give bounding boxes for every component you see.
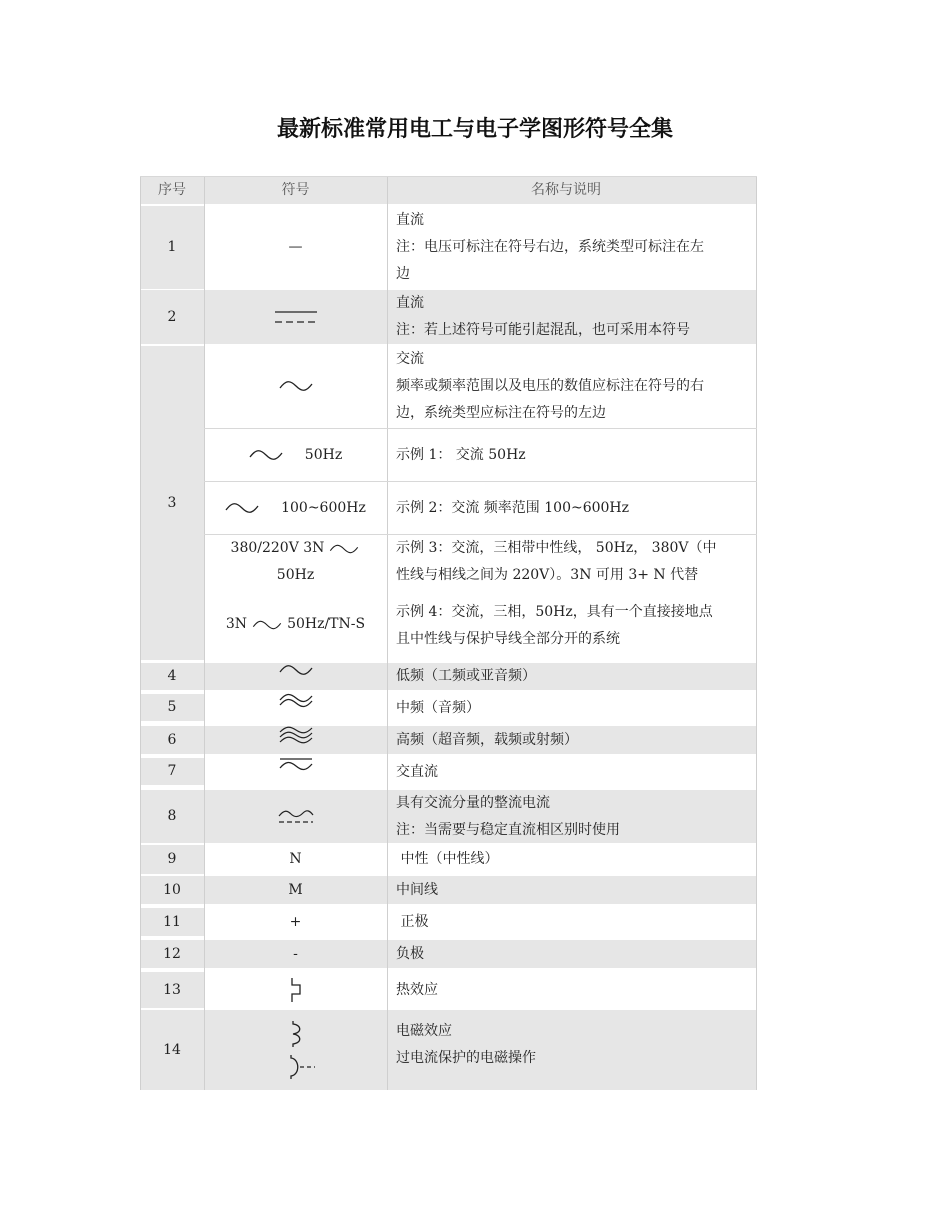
column-divider xyxy=(387,176,388,1090)
row-divider xyxy=(204,481,757,482)
high-freq-symbol xyxy=(204,726,387,754)
desc-line: 且中性线与保护导线全部分开的系统 xyxy=(396,631,620,647)
desc-line: 注：当需要与稳定直流相区别时使用 xyxy=(396,821,620,838)
row-number: 10 xyxy=(140,876,204,904)
row-divider xyxy=(204,534,757,535)
desc-line: 热效应 xyxy=(396,981,438,998)
table-border-left xyxy=(140,176,141,1090)
symbol-table xyxy=(140,176,757,1090)
positive-symbol: + xyxy=(289,913,302,930)
high-frequency-wave-icon xyxy=(279,726,313,744)
ac-wave-icon xyxy=(225,501,259,515)
table-border-right xyxy=(756,176,757,1090)
desc-line: 正极 xyxy=(396,913,429,930)
row-description xyxy=(387,876,757,904)
header-col-description: 名称与说明 xyxy=(387,176,757,204)
desc-line: 频率或频率范围以及电压的数值应标注在符号的右 xyxy=(396,377,704,394)
row-description xyxy=(387,940,757,968)
neutral-symbol: N xyxy=(289,850,302,867)
row-description xyxy=(387,204,757,290)
symbol-label: 380/220V 3N xyxy=(230,540,325,556)
desc-line: 低频（工频或亚音频） xyxy=(396,668,536,684)
mid-freq-symbol xyxy=(204,692,387,724)
low-frequency-wave-icon xyxy=(279,663,313,677)
row-description xyxy=(387,482,757,534)
ac-50hz-symbol xyxy=(204,429,387,481)
desc-line: 具有交流分量的整流电流 xyxy=(396,794,550,811)
symbol-label: 3N xyxy=(225,616,248,632)
desc-line: 电磁效应 xyxy=(396,1023,452,1039)
rectified-current-symbol xyxy=(204,790,387,843)
row-description xyxy=(387,726,757,754)
desc-line: 注：若上述符号可能引起混乱，也可采用本符号 xyxy=(396,322,690,338)
desc-line: 示例 4：交流，三相，50Hz，具有一个直接接地点 xyxy=(396,604,713,620)
row-description xyxy=(387,843,757,875)
electromagnetic-effect-icon xyxy=(288,1020,304,1048)
negative-symbol: - xyxy=(204,940,387,968)
electromagnetic-effect-symbol xyxy=(204,1010,387,1090)
row-description xyxy=(387,906,757,938)
row-number: 11 xyxy=(140,908,204,936)
row-description xyxy=(387,290,757,344)
dc-symbol: — xyxy=(288,239,303,255)
row-description xyxy=(387,1010,757,1090)
ac-dc-icon xyxy=(279,756,313,772)
desc-line: 高频（超音频，载频或射频） xyxy=(396,731,578,748)
row-description xyxy=(387,692,757,724)
row-number: 12 xyxy=(140,940,204,968)
row-description xyxy=(387,790,757,843)
header-col-number: 序号 xyxy=(140,176,204,204)
mid-frequency-wave-icon xyxy=(279,692,313,708)
row-number: 14 xyxy=(140,1010,204,1090)
thermal-effect-icon xyxy=(288,977,304,1003)
desc-line: 边，系统类型应标注在符号的左边 xyxy=(396,404,606,421)
desc-line: 中频（音频） xyxy=(396,699,480,716)
thermal-effect-symbol xyxy=(204,970,387,1010)
middle-wire-symbol: M xyxy=(204,876,387,904)
desc-line: 注：电压可标注在符号右边，系统类型可标注在左 xyxy=(396,238,704,255)
row-number: 9 xyxy=(140,845,204,874)
overcurrent-electromagnetic-icon xyxy=(288,1054,316,1080)
row-description xyxy=(387,970,757,1010)
row-number: 4 xyxy=(140,663,204,690)
desc-line: 边 xyxy=(396,265,410,282)
desc-line: 交流 xyxy=(396,350,424,367)
desc-line: 直流 xyxy=(396,211,424,228)
row-description xyxy=(387,429,757,481)
page-title: 最新标准常用电工与电子学图形符号全集 xyxy=(276,117,673,142)
row-number: 8 xyxy=(140,790,204,843)
table-border-top xyxy=(140,176,757,177)
symbol-label: 50Hz xyxy=(276,567,315,583)
desc-line: 过电流保护的电磁操作 xyxy=(396,1050,536,1066)
rectified-current-icon xyxy=(278,809,314,825)
ac-wave-icon xyxy=(328,543,360,555)
row-number: 2 xyxy=(140,290,204,344)
row-number: 5 xyxy=(140,694,204,721)
desc-line: 直流 xyxy=(396,295,424,311)
row-divider xyxy=(204,428,757,429)
row-description xyxy=(387,535,757,661)
ac-dc-symbol xyxy=(204,756,387,788)
header-col-symbol: 符号 xyxy=(204,176,387,204)
desc-line: 示例 2：交流 频率范围 100~600Hz xyxy=(396,499,630,516)
symbol-label: 100~600Hz xyxy=(281,499,366,516)
ac-range-symbol xyxy=(204,482,387,534)
symbol-label: 50Hz/TN-S xyxy=(287,616,366,632)
row-number: 13 xyxy=(140,972,204,1008)
row-number: 7 xyxy=(140,758,204,785)
row-description xyxy=(387,756,757,788)
desc-line: 示例 1： 交流 50Hz xyxy=(396,446,526,463)
row-number: 6 xyxy=(140,726,204,754)
desc-line: 中性（中性线） xyxy=(396,850,499,867)
ac-three-phase-symbol xyxy=(204,535,387,661)
row-description xyxy=(387,344,757,428)
low-freq-symbol xyxy=(204,663,387,690)
desc-line: 性线与相线之间为 220V）。3N 可用 3+ N 代替 xyxy=(396,567,699,583)
ac-symbol xyxy=(204,344,387,428)
row-description xyxy=(387,663,757,690)
desc-line: 中间线 xyxy=(396,881,438,898)
symbol-label: 50Hz xyxy=(304,446,343,463)
desc-line: 负极 xyxy=(396,945,424,962)
row-number: 3 xyxy=(140,346,204,660)
row-number: 1 xyxy=(140,206,204,289)
dc-alt-symbol xyxy=(204,290,387,344)
ac-wave-icon xyxy=(249,448,283,462)
ac-wave-icon xyxy=(279,379,313,393)
column-divider xyxy=(204,176,205,1090)
desc-line: 示例 3：交流，三相带中性线， 50Hz， 380V（中 xyxy=(396,540,717,556)
ac-wave-icon xyxy=(251,619,283,631)
desc-line: 交直流 xyxy=(396,763,438,780)
dc-solid-dashed-icon xyxy=(274,308,318,326)
